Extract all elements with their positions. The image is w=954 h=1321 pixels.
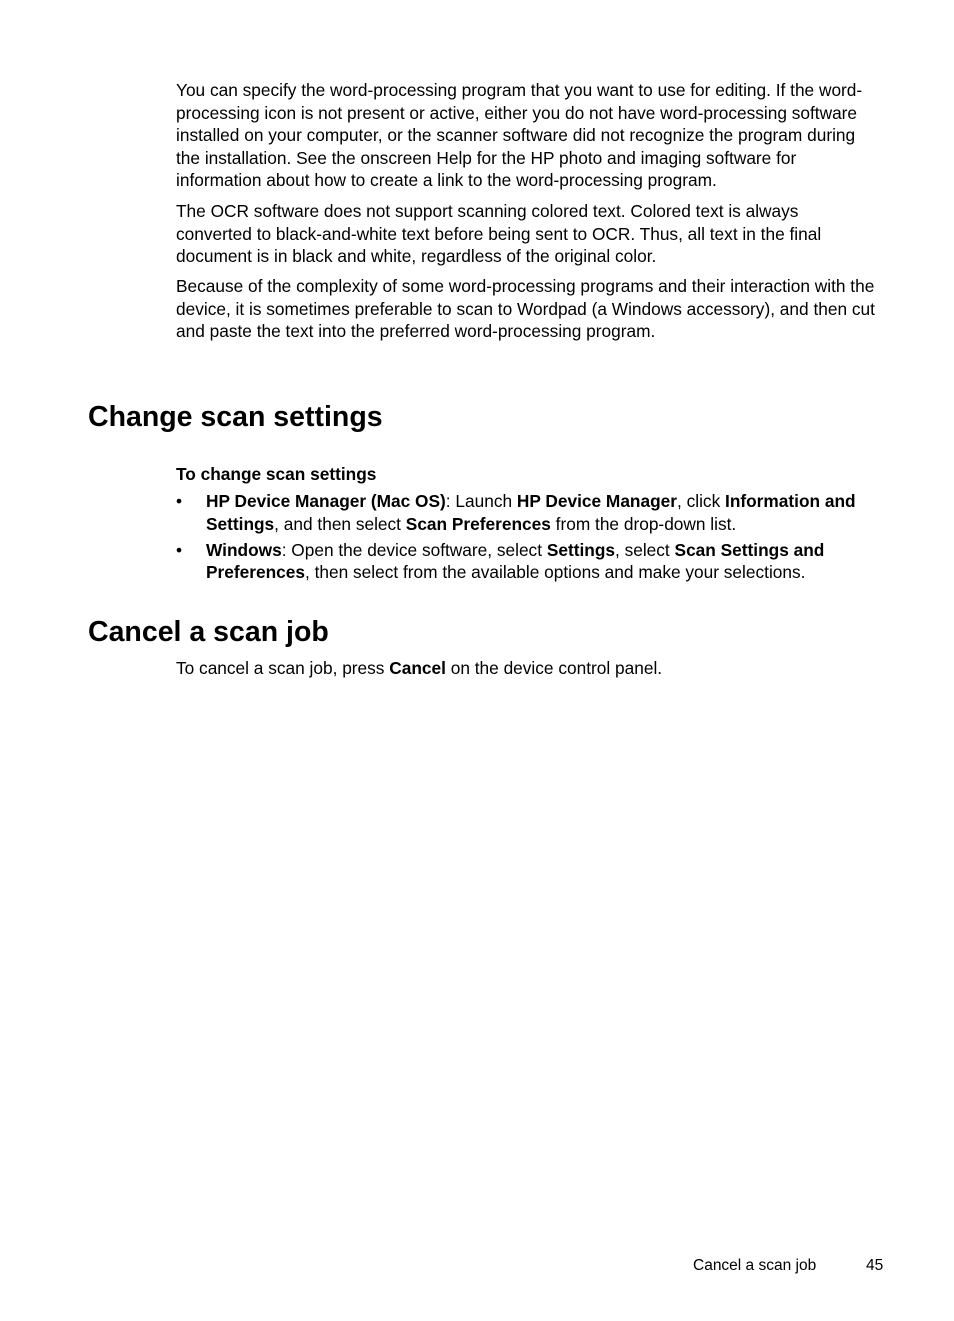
scan-settings-and-preferences-label: Scan Settings and Preferences	[206, 539, 825, 582]
cancel-button-label: Cancel	[389, 658, 446, 678]
mac-text-4: from the drop-down list.	[550, 513, 737, 534]
footer-page-number: 45	[866, 1257, 884, 1274]
heading-cancel-a-scan-job: Cancel a scan job	[88, 616, 329, 648]
scan-preferences-label: Scan Preferences	[405, 513, 551, 534]
intro-paragraph-ocr: The OCR software does not support scanning colored text. Colored text is always converted to black-and-white text before being sent to OCR. Thus, all text in the final document is in black and white, regardless of the original color.	[176, 201, 822, 266]
bullet-icon: •	[176, 491, 183, 511]
mac-text-2: , click	[677, 491, 726, 511]
intro-paragraph-wordpad: Because of the complexity of some word-processing programs and their interaction with the device, it is sometimes preferable to scan to Wordpad (a Windows accessory), and then cut and paste the text into the preferred word-processing program.	[176, 276, 875, 341]
mac-os-label: HP Device Manager (Mac OS)	[206, 491, 446, 511]
windows-text-3: , then select from the available options and make your selections.	[304, 562, 806, 582]
heading-change-scan-settings: Change scan settings	[88, 401, 383, 433]
list-item-windows	[176, 539, 876, 584]
footer-section-title: Cancel a scan job	[693, 1257, 817, 1274]
information-and-settings-label: Information and Settings	[206, 491, 856, 534]
mac-text-1: : Launch	[445, 491, 517, 511]
hp-device-manager-label: HP Device Manager	[516, 491, 677, 511]
list-item-mac	[176, 490, 876, 535]
scan-settings-list	[176, 490, 876, 587]
windows-text-1: : Open the device software, select	[281, 539, 547, 560]
bullet-icon: •	[176, 539, 183, 560]
subheading-to-change-scan-settings: To change scan settings	[176, 464, 377, 484]
settings-label: Settings	[546, 539, 615, 560]
mac-text-3: , and then select	[274, 513, 406, 534]
windows-text-2: , select	[614, 539, 675, 560]
cancel-instructions-paragraph	[176, 657, 876, 680]
cancel-text-2: on the device control panel.	[445, 658, 663, 678]
windows-label: Windows	[206, 539, 282, 560]
cancel-text-1: To cancel a scan job, press	[176, 658, 390, 678]
intro-paragraph-word-processing: You can specify the word-processing program that you want to use for editing. If the word-processing icon is not present or active, either you do not have word-processing software installed on your computer, or the scanner software did not recognize the program during the installation. See the onscreen Help for the HP photo and imaging software for information about how to create a link to the word-processing program.	[176, 80, 863, 190]
